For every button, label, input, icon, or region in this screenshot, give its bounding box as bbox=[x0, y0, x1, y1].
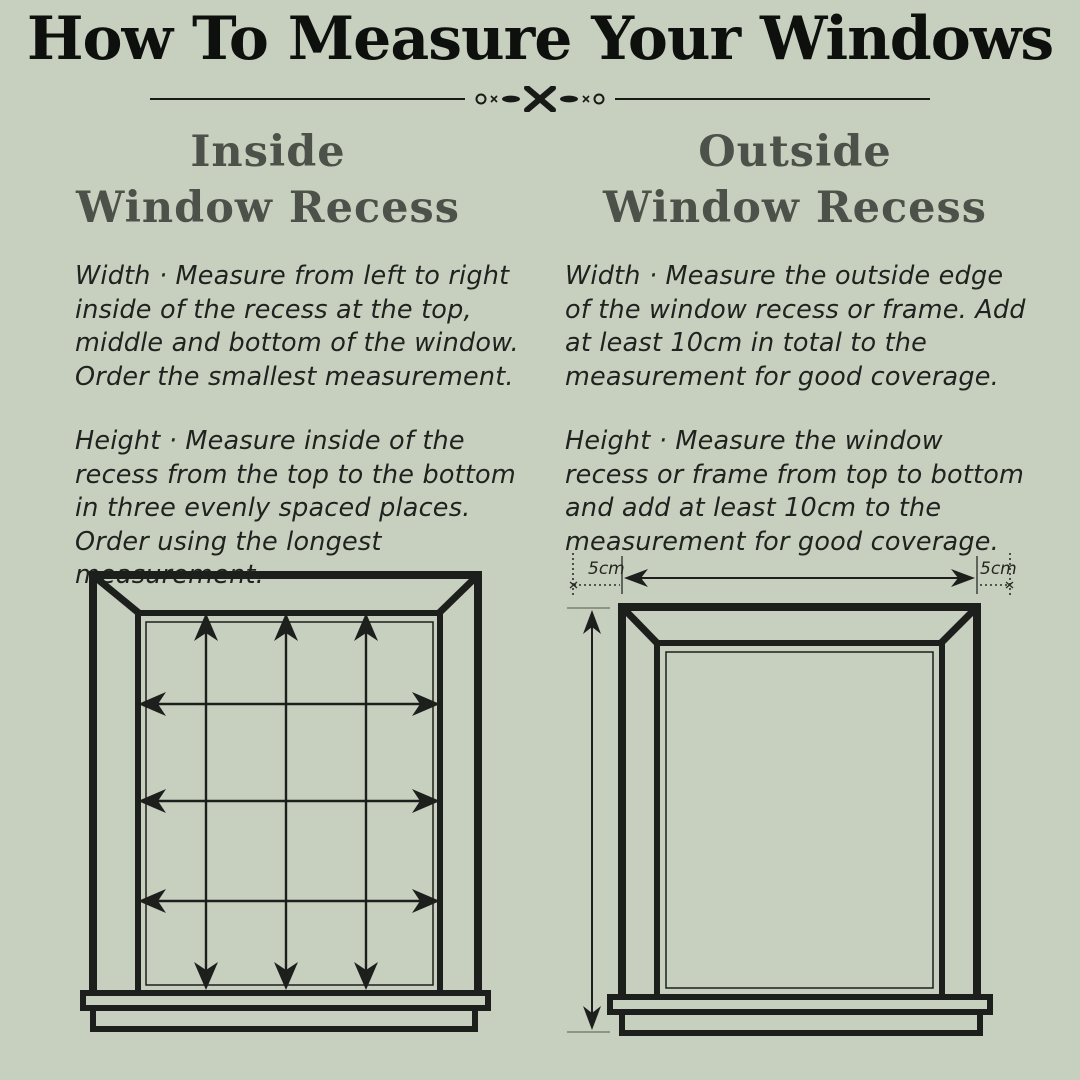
recess-bevel-top-right bbox=[941, 609, 975, 643]
inside-width-instructions: Width · Measure from left to right inside of the recess at the top, middle and bottom of the window. Order the smallest measurement. bbox=[75, 261, 519, 392]
recess-bevel-top-left bbox=[95, 577, 140, 614]
inside-heading-line1: Inside bbox=[190, 127, 346, 177]
width-arrow-shafts bbox=[158, 704, 420, 901]
outside-heading-line2: Window Recess bbox=[603, 183, 987, 233]
outside-window-diagram bbox=[560, 550, 1040, 1045]
edge-tick-lines bbox=[622, 556, 977, 594]
window-outer-frame bbox=[622, 607, 977, 997]
dimension-x-markers bbox=[570, 582, 1013, 588]
recess-bevel-top-left bbox=[624, 609, 658, 644]
divider-line-right bbox=[615, 98, 930, 100]
inside-window-diagram bbox=[70, 560, 500, 1040]
outside-width-instructions: Width · Measure the outside edge of the window recess or frame. Add at least 10cm in total to the measurement for good coverage. bbox=[565, 261, 1026, 392]
window-sill bbox=[83, 993, 488, 1029]
glass-pane-outline bbox=[666, 652, 933, 988]
left-margin-5cm-label: 5cm bbox=[588, 559, 625, 579]
height-dimension-arrow bbox=[567, 608, 610, 1032]
inside-heading-line2: Window Recess bbox=[76, 183, 460, 233]
page-title: How To Measure Your Windows bbox=[26, 4, 1054, 74]
divider-ornament-icon bbox=[465, 86, 615, 112]
right-margin-5cm-label: 5cm bbox=[980, 559, 1017, 579]
inside-window-drawing bbox=[70, 560, 500, 1040]
inner-recess-frame bbox=[138, 613, 440, 993]
outside-recess-heading bbox=[565, 124, 1025, 236]
inner-recess-frame bbox=[657, 643, 942, 997]
width-dimension-arrow bbox=[624, 569, 975, 587]
inside-height-instructions: Height · Measure inside of the recess from the top to the bottom in three evenly spaced places. Order using the longest measurement. bbox=[75, 426, 516, 590]
window-sill bbox=[610, 997, 990, 1033]
recess-bevel-top-right bbox=[438, 577, 476, 614]
outside-heading-line1: Outside bbox=[698, 127, 892, 177]
inside-recess-heading bbox=[38, 124, 498, 236]
outside-height-instructions: Height · Measure the window recess or frame from top to bottom and add at least 10cm to the measurement for good coverage. bbox=[565, 426, 1025, 557]
divider-line-left bbox=[150, 98, 465, 100]
outside-window-drawing bbox=[560, 550, 1040, 1045]
glass-pane-outline bbox=[146, 622, 433, 985]
title-divider bbox=[150, 86, 930, 112]
